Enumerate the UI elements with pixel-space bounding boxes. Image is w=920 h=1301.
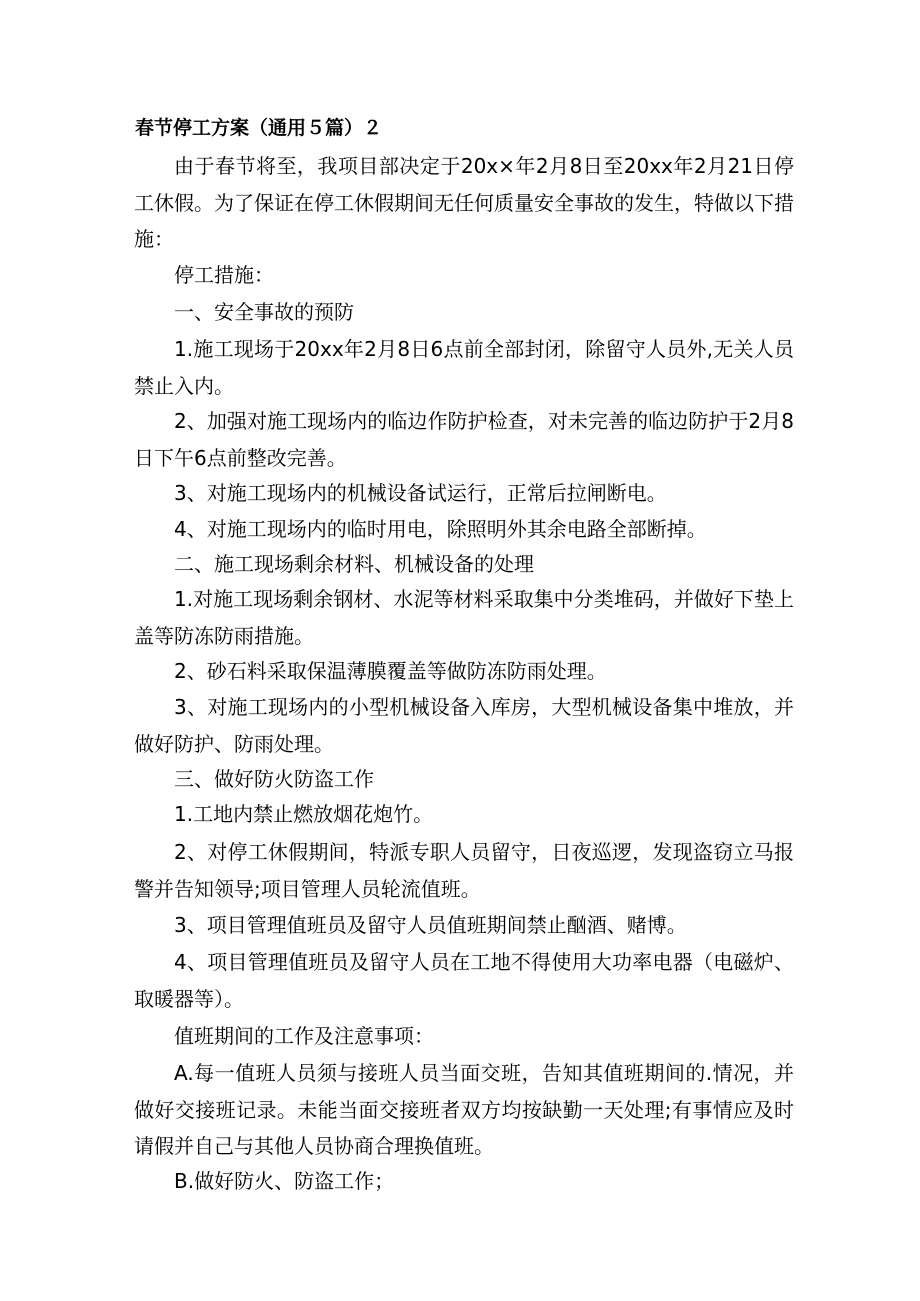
paragraph-measures-heading: 停工措施： (174, 263, 274, 287)
section-heading-3: 三、做好防火防盗工作 (174, 767, 374, 791)
list-item: 2、对停工休假期间，特派专职人员留守，日夜巡逻，发现盗窃立马报警并告知领导;项目管理人员轮流值班。 (134, 840, 794, 901)
list-item: A.每一值班人员须与接班人员当面交班，告知其值班期间的.情况，并做好交接班记录。未能当面交接班者双方均按缺勤一天处理;有事情应及时请假并自己与其他人员协商合理换值班。 (134, 1061, 794, 1158)
list-item: 4、项目管理值班员及留守人员在工地不得使用大功率电器（电磁炉、取暖器等）。 (134, 950, 794, 1011)
list-item: 3、项目管理值班员及留守人员值班期间禁止酗酒、赌博。 (174, 913, 687, 937)
list-item: B.做好防火、防盗工作； (174, 1169, 395, 1193)
list-item: 1.施工现场于20xx年2月8日6点前全部封闭，除留守人员外,无关人员禁止入内。 (134, 337, 794, 398)
list-item: 1.对施工现场剩余钢材、水泥等材料采取集中分类堆码，并做好下垫上盖等防冻防雨措施。 (134, 587, 794, 648)
section-heading-2: 二、施工现场剩余材料、机械设备的处理 (174, 552, 534, 576)
list-item: 3、对施工现场内的机械设备试运行，正常后拉闸断电。 (174, 481, 667, 505)
list-item: 2、砂石料采取保温薄膜覆盖等做防冻防雨处理。 (174, 659, 607, 683)
document-title: 春节停工方案（通用５篇）２ (135, 117, 383, 139)
list-item: 2、加强对施工现场内的临边作防护检查，对未完善的临边防护于2月8日下午6点前整改完善。 (134, 409, 794, 470)
section-heading-1: 一、安全事故的预防 (174, 300, 354, 324)
list-item: 1.工地内禁止燃放烟花炮竹。 (174, 802, 434, 826)
list-item: 4、对施工现场内的临时用电，除照明外其余电路全部断掉。 (174, 517, 707, 541)
duty-heading: 值班期间的工作及注意事项： (174, 1024, 434, 1048)
list-item: 3、对施工现场内的小型机械设备入库房，大型机械设备集中堆放，并做好防护、防雨处理。 (134, 695, 794, 756)
paragraph-intro: 由于春节将至，我项目部决定于20x×年2月8日至20xx年2月21日停工休假。为了保证在停工休假期间无任何质量安全事故的发生，特做以下措施： (134, 154, 794, 251)
